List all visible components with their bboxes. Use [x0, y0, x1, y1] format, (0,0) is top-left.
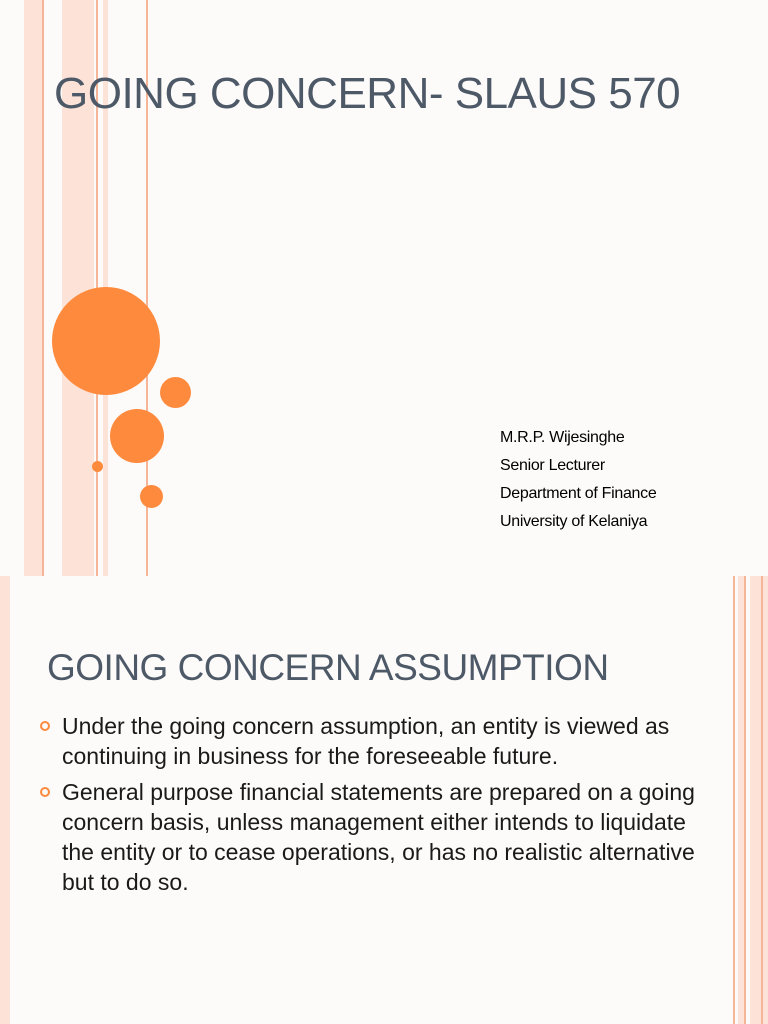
bullet-circle-icon — [40, 721, 50, 731]
bullet-item — [38, 777, 718, 897]
content-slide — [0, 576, 768, 1024]
decorative-circle — [140, 485, 163, 508]
slide-title: GOING CONCERN- SLAUS 570 — [54, 69, 681, 118]
decorative-circle — [110, 409, 164, 463]
decorative-stripe — [0, 576, 10, 1024]
decorative-circle — [160, 377, 191, 408]
decorative-stripe — [744, 576, 746, 1024]
bullet-list — [38, 711, 718, 903]
decorative-circle — [52, 287, 160, 395]
author-position: Senior Lecturer — [500, 457, 605, 474]
author-name: M.R.P. Wijesinghe — [500, 429, 625, 446]
decorative-stripe — [24, 0, 42, 576]
decorative-stripe — [761, 576, 763, 1024]
bullet-circle-icon — [40, 787, 50, 797]
decorative-stripe — [733, 576, 735, 1024]
slide-title: GOING CONCERN ASSUMPTION — [47, 647, 609, 688]
author-university: University of Kelaniya — [500, 513, 648, 530]
decorative-circle — [92, 461, 103, 472]
decorative-stripe — [42, 0, 44, 576]
author-department: Department of Finance — [500, 485, 657, 502]
bullet-item — [38, 711, 718, 771]
bullet-text: Under the going concern assumption, an entity is viewed as continuing in business for the foreseeable future. — [62, 713, 670, 769]
author-block — [500, 424, 656, 536]
bullet-text: General purpose financial statements are prepared on a going concern basis, unless management either intends to liquidate the entity or to cease operations, or has no realistic alternative but to do so. — [62, 779, 695, 895]
decorative-stripe — [750, 576, 768, 1024]
